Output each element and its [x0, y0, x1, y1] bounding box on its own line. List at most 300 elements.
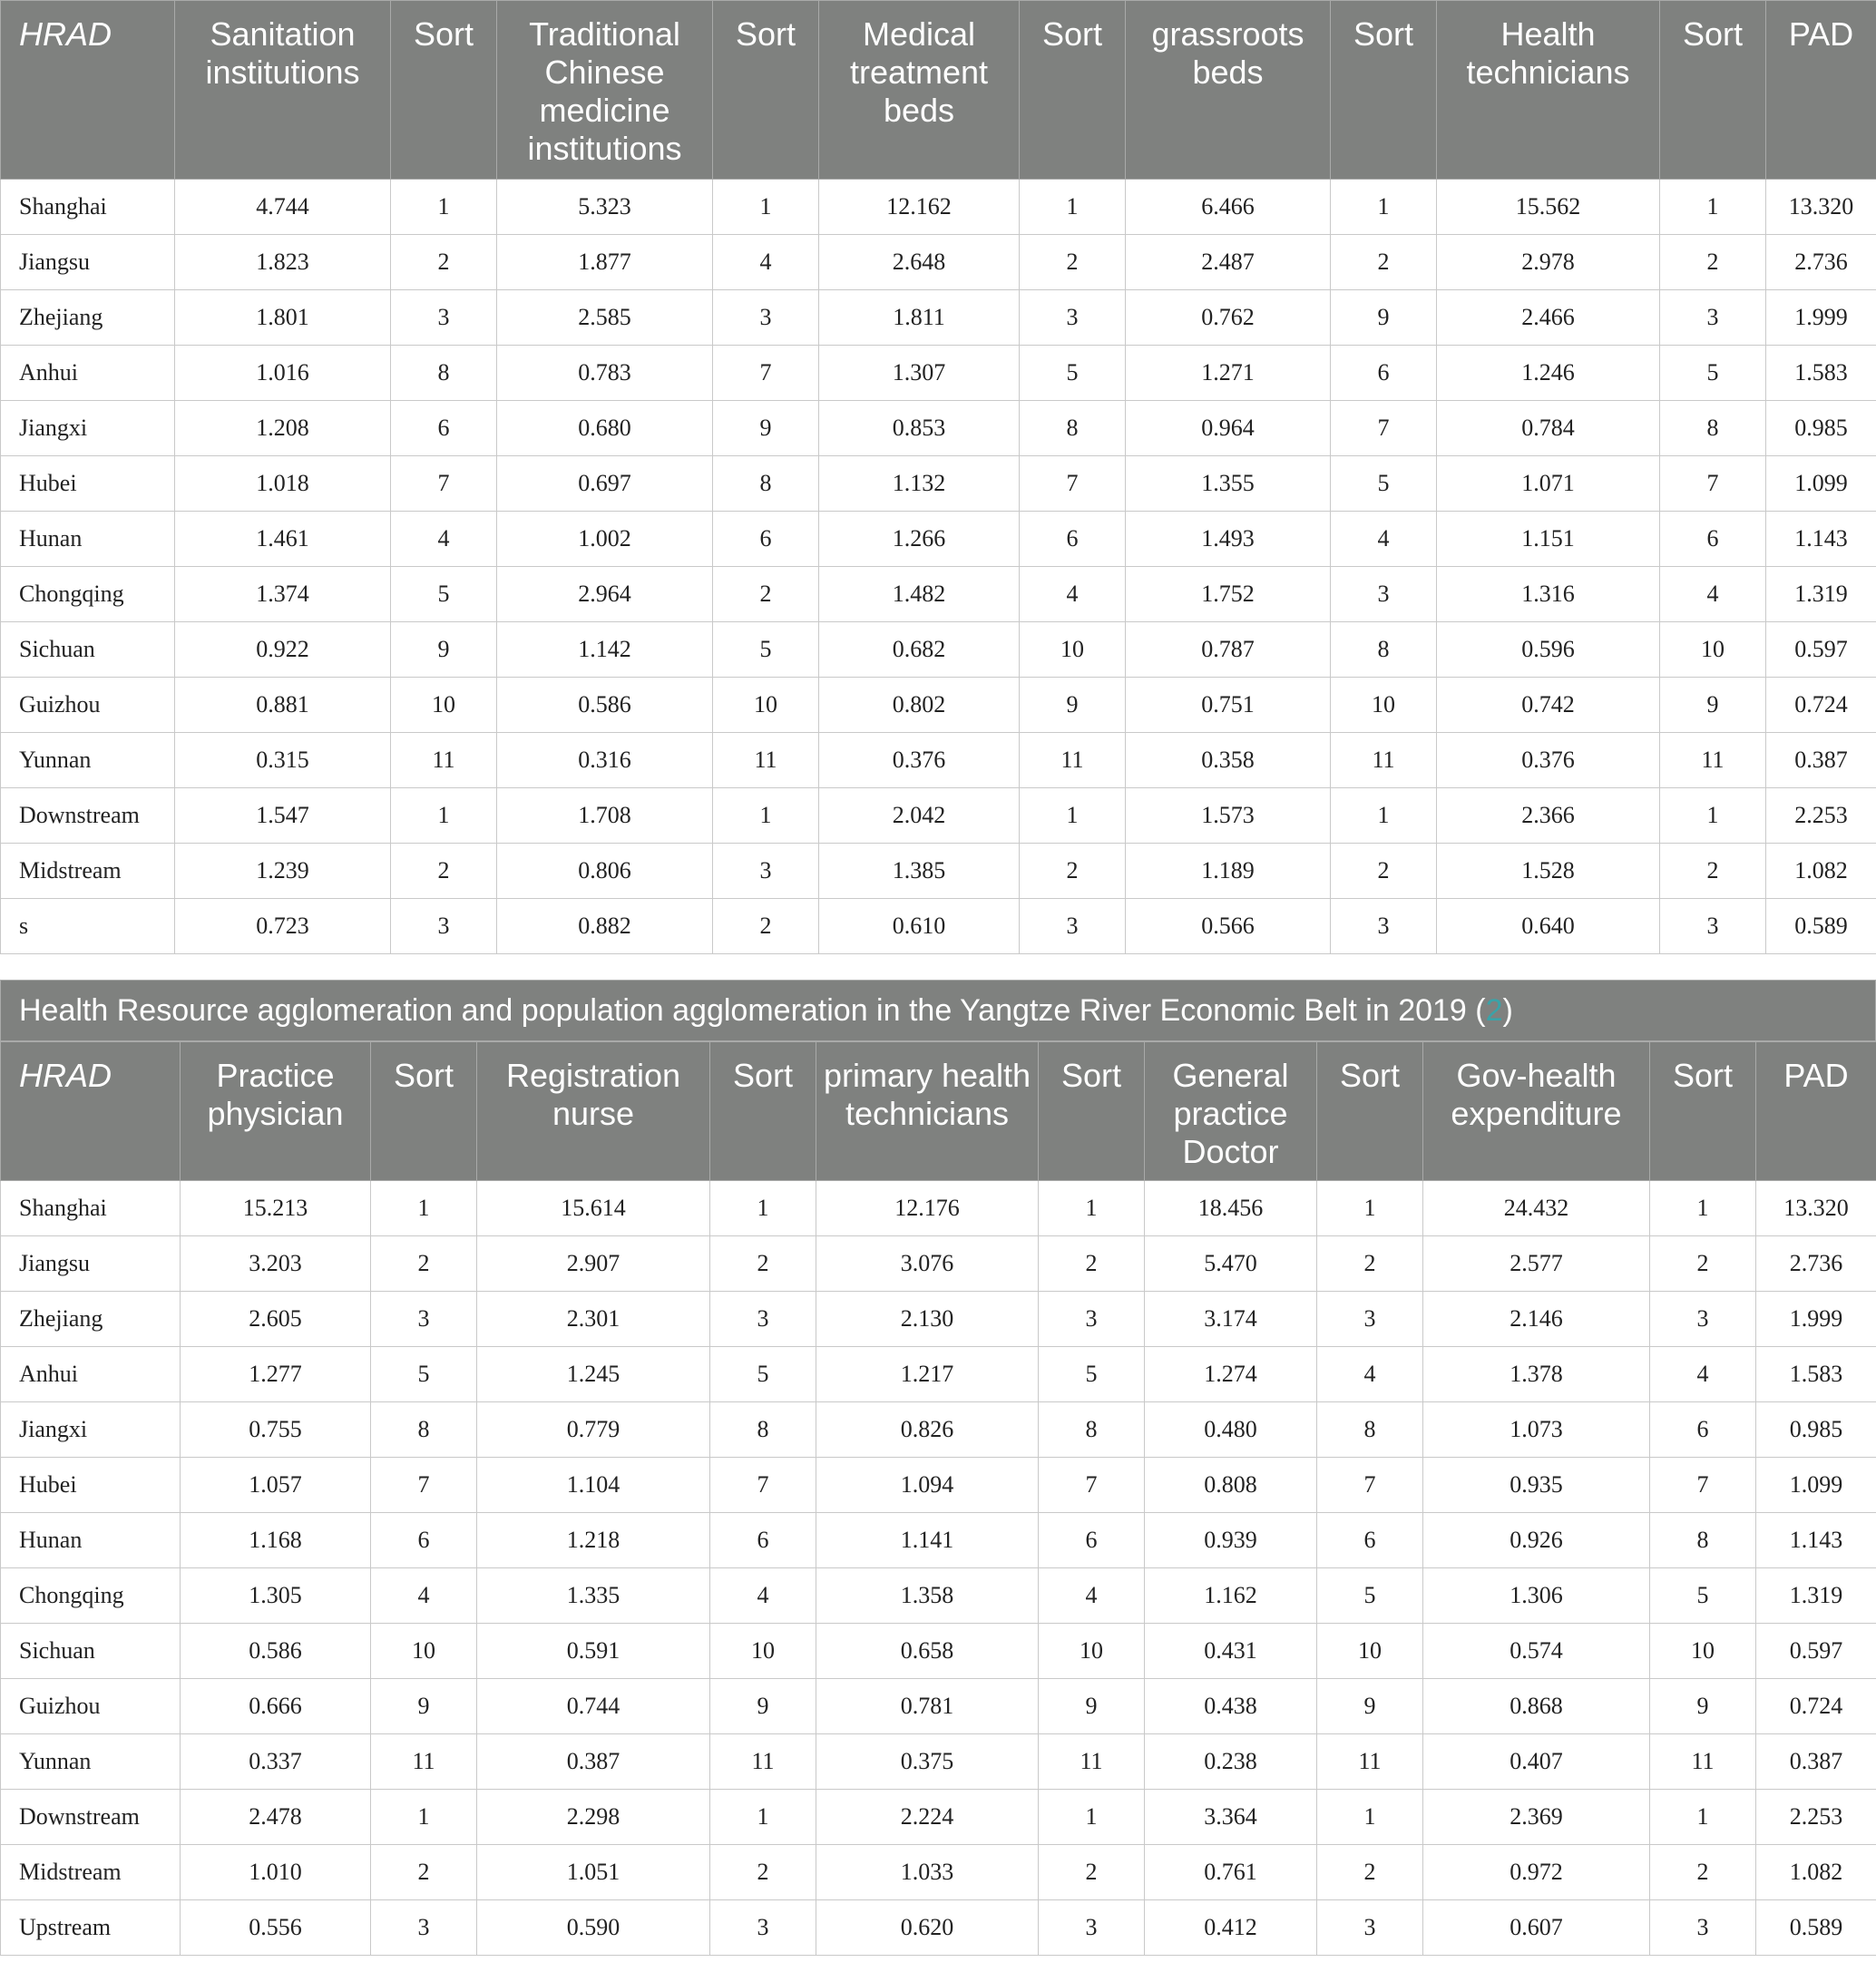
value-cell: 9	[713, 401, 819, 456]
value-cell: 2.366	[1437, 788, 1660, 844]
value-cell: 1	[1660, 788, 1766, 844]
value-cell: 2	[1020, 235, 1126, 290]
table-row	[1, 401, 1876, 456]
value-cell: 7	[710, 1458, 816, 1513]
value-cell: 2	[1317, 1845, 1423, 1900]
value-cell: 11	[1660, 733, 1766, 788]
value-cell: 12.176	[816, 1181, 1039, 1236]
value-cell: 1.374	[175, 567, 391, 622]
value-cell: 13.320	[1766, 180, 1876, 235]
column-header-hrad: HRAD	[1, 1, 175, 180]
region-cell: Hunan	[1, 1513, 181, 1568]
value-cell: 1.316	[1437, 567, 1660, 622]
column-header-sort: Sort	[1331, 1, 1437, 180]
caption-text: Health Resource agglomeration and population agglomeration in the Yangtze River Economic Belt in 2019 (	[19, 993, 1486, 1028]
value-cell: 0.412	[1145, 1900, 1317, 1956]
value-cell: 9	[1331, 290, 1437, 346]
value-cell: 0.964	[1126, 401, 1331, 456]
value-cell: 1.277	[181, 1347, 371, 1402]
value-cell: 9	[1660, 678, 1766, 733]
value-cell: 0.586	[497, 678, 713, 733]
value-cell: 5	[1039, 1347, 1145, 1402]
region-cell: Guizhou	[1, 678, 175, 733]
value-cell: 1.245	[477, 1347, 710, 1402]
value-cell: 1.307	[819, 346, 1020, 401]
value-cell: 1.266	[819, 512, 1020, 567]
value-cell: 1.094	[816, 1458, 1039, 1513]
value-cell: 4	[710, 1568, 816, 1624]
value-cell: 2.301	[477, 1292, 710, 1347]
value-cell: 0.376	[1437, 733, 1660, 788]
column-header-sort: Sort	[713, 1, 819, 180]
table-2-header	[1, 1042, 1876, 1181]
region-cell: Hubei	[1, 456, 175, 512]
value-cell: 10	[713, 678, 819, 733]
caption-reference-link[interactable]: 2	[1485, 993, 1503, 1028]
value-cell: 0.589	[1756, 1900, 1876, 1956]
value-cell: 0.972	[1423, 1845, 1650, 1900]
value-cell: 1	[710, 1790, 816, 1845]
value-cell: 1.018	[175, 456, 391, 512]
value-cell: 2.736	[1756, 1236, 1876, 1292]
value-cell: 12.162	[819, 180, 1020, 235]
value-cell: 0.802	[819, 678, 1020, 733]
value-cell: 6	[1317, 1513, 1423, 1568]
table-row	[1, 1900, 1876, 1956]
value-cell: 0.407	[1423, 1734, 1650, 1790]
value-cell: 2	[371, 1845, 477, 1900]
value-cell: 1.573	[1126, 788, 1331, 844]
value-cell: 3	[713, 290, 819, 346]
value-cell: 0.779	[477, 1402, 710, 1458]
value-cell: 2	[1660, 844, 1766, 899]
value-cell: 3	[371, 1292, 477, 1347]
value-cell: 1.057	[181, 1458, 371, 1513]
value-cell: 0.376	[819, 733, 1020, 788]
value-cell: 0.586	[181, 1624, 371, 1679]
column-header-general-practice-doctor: General practice Doctor	[1145, 1042, 1317, 1181]
column-header-grassroots-beds: grassroots beds	[1126, 1, 1331, 180]
value-cell: 1	[391, 180, 497, 235]
value-cell: 1.082	[1766, 844, 1876, 899]
value-cell: 0.238	[1145, 1734, 1317, 1790]
region-cell: Sichuan	[1, 1624, 181, 1679]
value-cell: 6	[371, 1513, 477, 1568]
value-cell: 1	[1660, 180, 1766, 235]
value-cell: 1.142	[497, 622, 713, 678]
value-cell: 1.016	[175, 346, 391, 401]
region-cell: s	[1, 899, 175, 954]
value-cell: 0.985	[1756, 1402, 1876, 1458]
column-header-sort: Sort	[1020, 1, 1126, 180]
value-cell: 0.337	[181, 1734, 371, 1790]
value-cell: 10	[1331, 678, 1437, 733]
value-cell: 3	[391, 899, 497, 954]
value-cell: 2	[391, 235, 497, 290]
value-cell: 1.801	[175, 290, 391, 346]
value-cell: 0.680	[497, 401, 713, 456]
value-cell: 8	[371, 1402, 477, 1458]
value-cell: 2	[1331, 235, 1437, 290]
table-2-body	[1, 1181, 1876, 1956]
column-header-practice-physician: Practice physician	[181, 1042, 371, 1181]
value-cell: 13.320	[1756, 1181, 1876, 1236]
value-cell: 8	[391, 346, 497, 401]
value-cell: 0.985	[1766, 401, 1876, 456]
value-cell: 1.385	[819, 844, 1020, 899]
value-cell: 0.939	[1145, 1513, 1317, 1568]
value-cell: 2	[1039, 1845, 1145, 1900]
value-cell: 0.724	[1756, 1679, 1876, 1734]
value-cell: 1	[1331, 180, 1437, 235]
value-cell: 1.528	[1437, 844, 1660, 899]
region-cell: Anhui	[1, 346, 175, 401]
value-cell: 7	[391, 456, 497, 512]
value-cell: 0.590	[477, 1900, 710, 1956]
value-cell: 1.099	[1756, 1458, 1876, 1513]
value-cell: 1.033	[816, 1845, 1039, 1900]
value-cell: 5.470	[1145, 1236, 1317, 1292]
value-cell: 1.583	[1756, 1347, 1876, 1402]
value-cell: 0.761	[1145, 1845, 1317, 1900]
value-cell: 1.708	[497, 788, 713, 844]
value-cell: 0.784	[1437, 401, 1660, 456]
value-cell: 1	[1020, 788, 1126, 844]
value-cell: 5.323	[497, 180, 713, 235]
value-cell: 1	[1317, 1181, 1423, 1236]
value-cell: 1.482	[819, 567, 1020, 622]
value-cell: 2.298	[477, 1790, 710, 1845]
value-cell: 2.130	[816, 1292, 1039, 1347]
value-cell: 8	[1331, 622, 1437, 678]
value-cell: 1	[371, 1181, 477, 1236]
value-cell: 0.591	[477, 1624, 710, 1679]
value-cell: 0.438	[1145, 1679, 1317, 1734]
region-cell: Downstream	[1, 1790, 181, 1845]
value-cell: 0.926	[1423, 1513, 1650, 1568]
value-cell: 1.168	[181, 1513, 371, 1568]
value-cell: 1.999	[1766, 290, 1876, 346]
value-cell: 3.364	[1145, 1790, 1317, 1845]
value-cell: 1.071	[1437, 456, 1660, 512]
table-row	[1, 1679, 1876, 1734]
value-cell: 2	[1660, 235, 1766, 290]
value-cell: 6	[1650, 1402, 1756, 1458]
value-cell: 1.143	[1766, 512, 1876, 567]
value-cell: 1.274	[1145, 1347, 1317, 1402]
value-cell: 18.456	[1145, 1181, 1317, 1236]
value-cell: 9	[391, 622, 497, 678]
value-cell: 15.562	[1437, 180, 1660, 235]
value-cell: 1.104	[477, 1458, 710, 1513]
hrad-table-1	[0, 0, 1876, 954]
value-cell: 1.823	[175, 235, 391, 290]
value-cell: 3	[1331, 567, 1437, 622]
value-cell: 4	[1039, 1568, 1145, 1624]
table-row	[1, 1236, 1876, 1292]
value-cell: 4	[1020, 567, 1126, 622]
value-cell: 8	[1650, 1513, 1756, 1568]
value-cell: 1.217	[816, 1347, 1039, 1402]
column-header-medical-treatment-beds: Medical treatment beds	[819, 1, 1020, 180]
value-cell: 5	[391, 567, 497, 622]
value-cell: 2	[391, 844, 497, 899]
value-cell: 0.882	[497, 899, 713, 954]
table-row	[1, 788, 1876, 844]
value-cell: 0.620	[816, 1900, 1039, 1956]
value-cell: 11	[371, 1734, 477, 1790]
value-cell: 0.316	[497, 733, 713, 788]
value-cell: 2	[1331, 844, 1437, 899]
value-cell: 6.466	[1126, 180, 1331, 235]
value-cell: 0.682	[819, 622, 1020, 678]
table-row	[1, 1402, 1876, 1458]
region-cell: Sichuan	[1, 622, 175, 678]
value-cell: 1	[1039, 1181, 1145, 1236]
value-cell: 3.076	[816, 1236, 1039, 1292]
value-cell: 3	[1020, 899, 1126, 954]
table-2-caption	[0, 980, 1876, 1041]
value-cell: 0.751	[1126, 678, 1331, 733]
value-cell: 2.224	[816, 1790, 1039, 1845]
value-cell: 1.811	[819, 290, 1020, 346]
value-cell: 2	[1020, 844, 1126, 899]
table-row	[1, 1624, 1876, 1679]
value-cell: 1	[371, 1790, 477, 1845]
value-cell: 4	[713, 235, 819, 290]
value-cell: 6	[710, 1513, 816, 1568]
value-cell: 2	[1650, 1845, 1756, 1900]
value-cell: 1.162	[1145, 1568, 1317, 1624]
table-row	[1, 1181, 1876, 1236]
value-cell: 1.583	[1766, 346, 1876, 401]
column-header-sort: Sort	[1650, 1042, 1756, 1181]
value-cell: 8	[1020, 401, 1126, 456]
value-cell: 2.478	[181, 1790, 371, 1845]
value-cell: 3	[1020, 290, 1126, 346]
value-cell: 1.051	[477, 1845, 710, 1900]
value-cell: 2.978	[1437, 235, 1660, 290]
caption-close: )	[1502, 993, 1513, 1028]
region-cell: Yunnan	[1, 733, 175, 788]
value-cell: 1.271	[1126, 346, 1331, 401]
value-cell: 0.640	[1437, 899, 1660, 954]
value-cell: 1.218	[477, 1513, 710, 1568]
region-cell: Anhui	[1, 1347, 181, 1402]
value-cell: 7	[1331, 401, 1437, 456]
value-cell: 7	[371, 1458, 477, 1513]
value-cell: 0.666	[181, 1679, 371, 1734]
value-cell: 8	[1039, 1402, 1145, 1458]
value-cell: 2.964	[497, 567, 713, 622]
table-row	[1, 1458, 1876, 1513]
table-row	[1, 678, 1876, 733]
table-row	[1, 235, 1876, 290]
value-cell: 1.547	[175, 788, 391, 844]
value-cell: 0.387	[1756, 1734, 1876, 1790]
value-cell: 3	[1039, 1292, 1145, 1347]
value-cell: 2	[1317, 1236, 1423, 1292]
value-cell: 3	[710, 1900, 816, 1956]
region-cell: Shanghai	[1, 180, 175, 235]
value-cell: 0.596	[1437, 622, 1660, 678]
region-cell: Hubei	[1, 1458, 181, 1513]
column-header-sort: Sort	[1660, 1, 1766, 180]
value-cell: 6	[1039, 1513, 1145, 1568]
value-cell: 3	[1650, 1900, 1756, 1956]
value-cell: 1.461	[175, 512, 391, 567]
column-header-sort: Sort	[371, 1042, 477, 1181]
value-cell: 11	[1039, 1734, 1145, 1790]
value-cell: 2	[710, 1845, 816, 1900]
value-cell: 0.597	[1756, 1624, 1876, 1679]
table-1-body	[1, 180, 1876, 954]
column-header-sort: Sort	[391, 1, 497, 180]
value-cell: 1.305	[181, 1568, 371, 1624]
value-cell: 11	[1331, 733, 1437, 788]
value-cell: 0.744	[477, 1679, 710, 1734]
value-cell: 3	[1331, 899, 1437, 954]
value-cell: 1.132	[819, 456, 1020, 512]
value-cell: 3	[1317, 1292, 1423, 1347]
value-cell: 1	[1650, 1790, 1756, 1845]
value-cell: 0.826	[816, 1402, 1039, 1458]
table-row	[1, 567, 1876, 622]
value-cell: 0.607	[1423, 1900, 1650, 1956]
region-cell: Downstream	[1, 788, 175, 844]
value-cell: 0.868	[1423, 1679, 1650, 1734]
value-cell: 0.697	[497, 456, 713, 512]
column-header-health-technicians: Health technicians	[1437, 1, 1660, 180]
value-cell: 0.387	[477, 1734, 710, 1790]
column-header-hrad: HRAD	[1, 1042, 181, 1181]
table-row	[1, 512, 1876, 567]
value-cell: 2	[371, 1236, 477, 1292]
value-cell: 2.466	[1437, 290, 1660, 346]
column-header-gov-health-expenditure: Gov-health expenditure	[1423, 1042, 1650, 1181]
value-cell: 1.239	[175, 844, 391, 899]
table-row	[1, 844, 1876, 899]
value-cell: 4	[1317, 1347, 1423, 1402]
value-cell: 6	[713, 512, 819, 567]
value-cell: 0.610	[819, 899, 1020, 954]
value-cell: 5	[1331, 456, 1437, 512]
value-cell: 2.577	[1423, 1236, 1650, 1292]
value-cell: 2	[713, 567, 819, 622]
value-cell: 1.999	[1756, 1292, 1876, 1347]
value-cell: 5	[1650, 1568, 1756, 1624]
value-cell: 7	[713, 346, 819, 401]
table-row	[1, 456, 1876, 512]
table-row	[1, 733, 1876, 788]
value-cell: 1.752	[1126, 567, 1331, 622]
value-cell: 9	[1039, 1679, 1145, 1734]
value-cell: 1	[391, 788, 497, 844]
table-1-header	[1, 1, 1876, 180]
column-header-sort: Sort	[1039, 1042, 1145, 1181]
value-cell: 1	[713, 180, 819, 235]
column-header-sort: Sort	[1317, 1042, 1423, 1181]
value-cell: 0.480	[1145, 1402, 1317, 1458]
region-cell: Shanghai	[1, 1181, 181, 1236]
value-cell: 5	[1317, 1568, 1423, 1624]
table-row	[1, 1734, 1876, 1790]
value-cell: 1.306	[1423, 1568, 1650, 1624]
region-cell: Jiangxi	[1, 1402, 181, 1458]
value-cell: 1.208	[175, 401, 391, 456]
value-cell: 3	[1650, 1292, 1756, 1347]
value-cell: 2	[1650, 1236, 1756, 1292]
region-cell: Upstream	[1, 1900, 181, 1956]
value-cell: 2.585	[497, 290, 713, 346]
value-cell: 2.648	[819, 235, 1020, 290]
region-cell: Guizhou	[1, 1679, 181, 1734]
table-row	[1, 1292, 1876, 1347]
table-row	[1, 1845, 1876, 1900]
value-cell: 8	[713, 456, 819, 512]
value-cell: 3	[713, 844, 819, 899]
value-cell: 3	[1660, 899, 1766, 954]
value-cell: 3	[1317, 1900, 1423, 1956]
value-cell: 10	[710, 1624, 816, 1679]
value-cell: 10	[1317, 1624, 1423, 1679]
value-cell: 4.744	[175, 180, 391, 235]
table-gap	[0, 954, 1876, 980]
value-cell: 1.877	[497, 235, 713, 290]
value-cell: 2.253	[1756, 1790, 1876, 1845]
value-cell: 0.566	[1126, 899, 1331, 954]
value-cell: 9	[371, 1679, 477, 1734]
value-cell: 1.358	[816, 1568, 1039, 1624]
value-cell: 1	[1331, 788, 1437, 844]
value-cell: 9	[1650, 1679, 1756, 1734]
value-cell: 10	[1039, 1624, 1145, 1679]
value-cell: 1.246	[1437, 346, 1660, 401]
value-cell: 9	[1020, 678, 1126, 733]
value-cell: 11	[1020, 733, 1126, 788]
value-cell: 2.736	[1766, 235, 1876, 290]
value-cell: 2	[1039, 1236, 1145, 1292]
value-cell: 5	[371, 1347, 477, 1402]
value-cell: 0.658	[816, 1624, 1039, 1679]
value-cell: 2	[710, 1236, 816, 1292]
value-cell: 1.099	[1766, 456, 1876, 512]
value-cell: 9	[710, 1679, 816, 1734]
value-cell: 2.487	[1126, 235, 1331, 290]
value-cell: 2.369	[1423, 1790, 1650, 1845]
value-cell: 8	[1317, 1402, 1423, 1458]
value-cell: 1.355	[1126, 456, 1331, 512]
value-cell: 0.574	[1423, 1624, 1650, 1679]
value-cell: 11	[391, 733, 497, 788]
value-cell: 4	[1331, 512, 1437, 567]
value-cell: 5	[710, 1347, 816, 1402]
value-cell: 1.319	[1766, 567, 1876, 622]
region-cell: Yunnan	[1, 1734, 181, 1790]
value-cell: 0.935	[1423, 1458, 1650, 1513]
value-cell: 0.787	[1126, 622, 1331, 678]
value-cell: 1.493	[1126, 512, 1331, 567]
value-cell: 1.319	[1756, 1568, 1876, 1624]
value-cell: 2.605	[181, 1292, 371, 1347]
value-cell: 3.174	[1145, 1292, 1317, 1347]
value-cell: 1.151	[1437, 512, 1660, 567]
value-cell: 0.431	[1145, 1624, 1317, 1679]
table-row	[1, 1790, 1876, 1845]
value-cell: 24.432	[1423, 1181, 1650, 1236]
value-cell: 0.315	[175, 733, 391, 788]
value-cell: 1.378	[1423, 1347, 1650, 1402]
